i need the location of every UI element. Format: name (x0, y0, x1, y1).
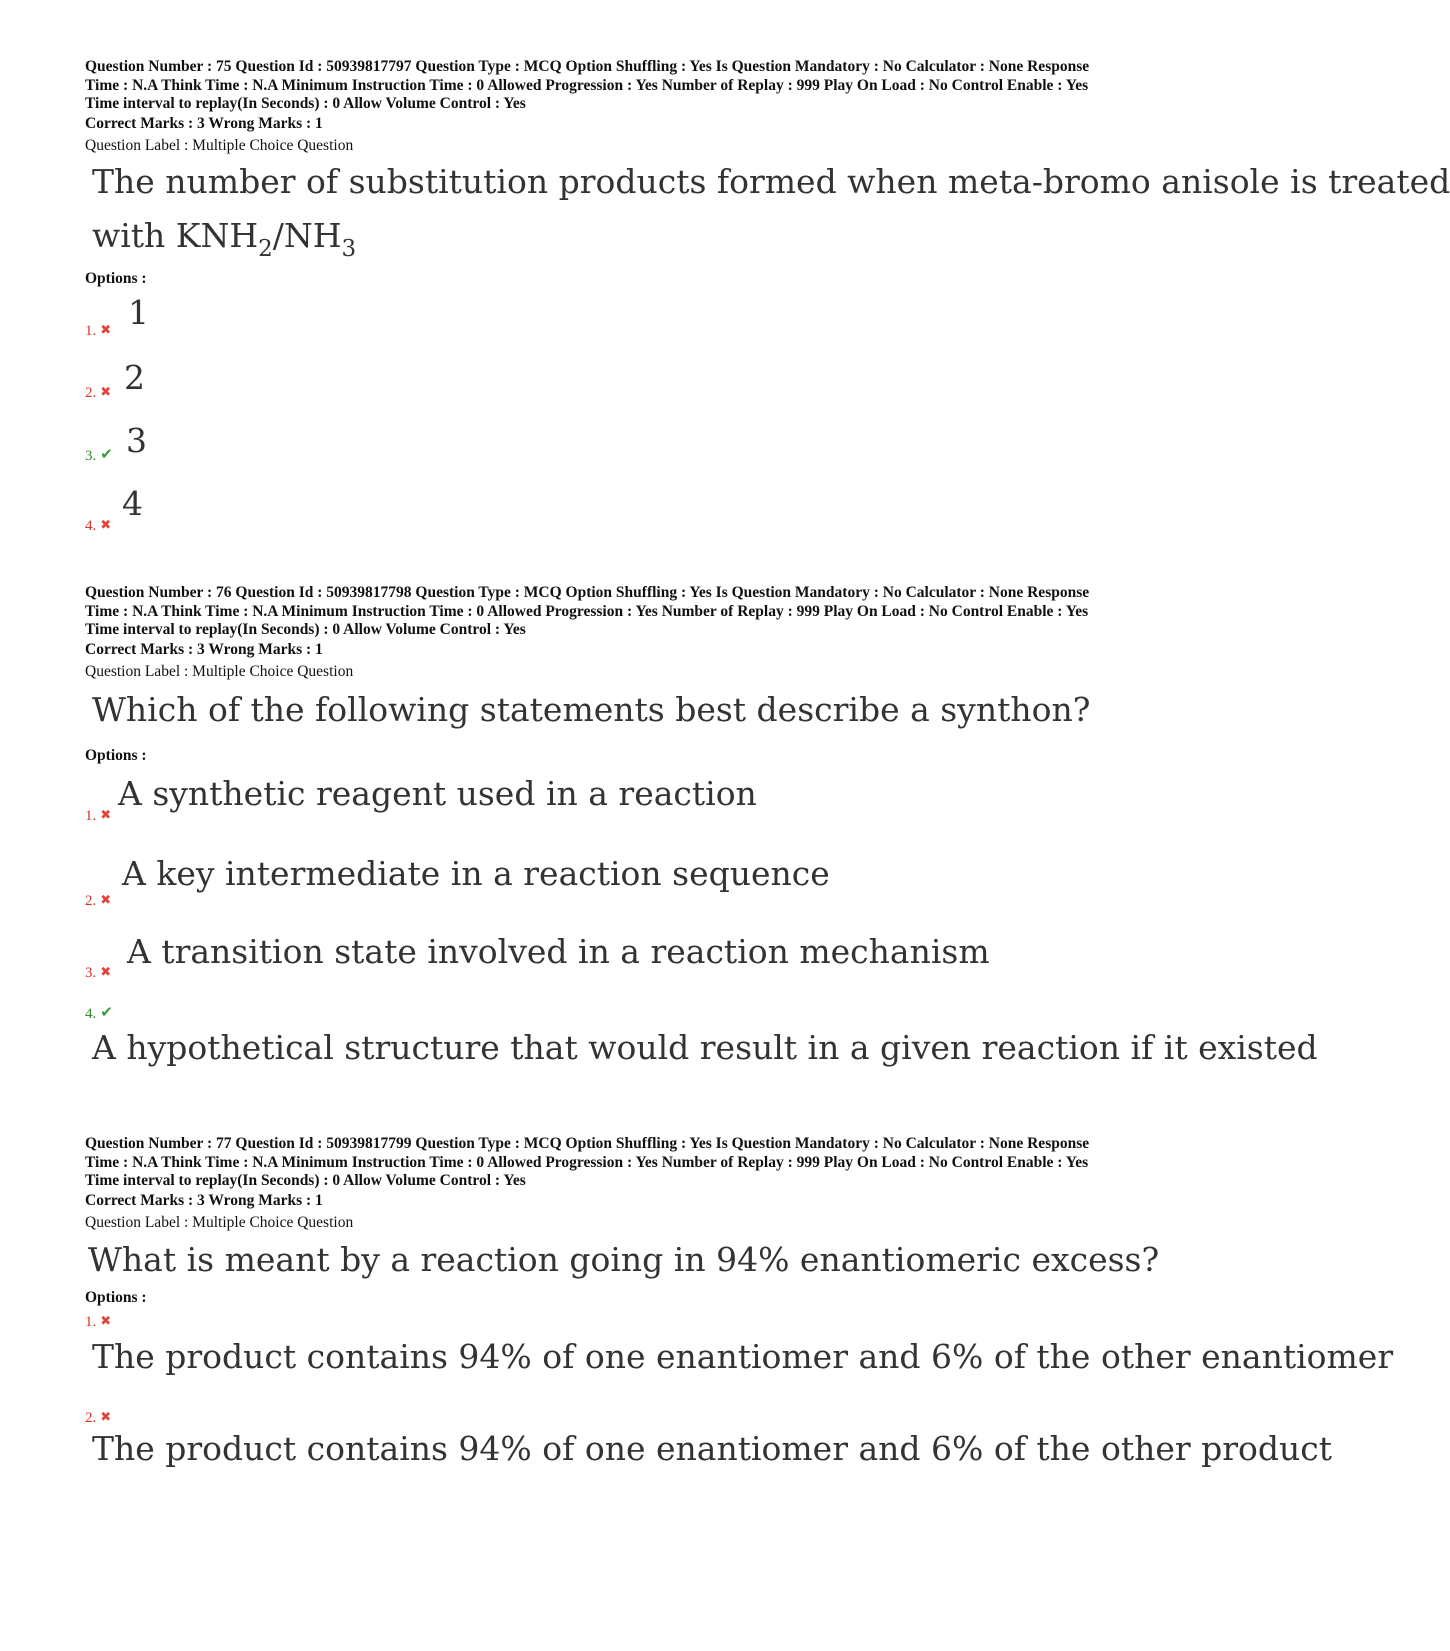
meta-line: Time : N.A Think Time : N.A Minimum Instruction Time : 0 Allowed Progression : Yes Number of Replay : 999 Play On Load : No Control Enable : Yes (85, 1153, 1089, 1171)
stem-subscript: 3 (341, 236, 357, 262)
option-marker (85, 516, 111, 535)
option-marker (85, 891, 111, 910)
option-marker (85, 1004, 113, 1023)
stem-text: with KNH (92, 216, 259, 255)
meta-line: Time : N.A Think Time : N.A Minimum Instruction Time : 0 Allowed Progression : Yes Number of Replay : 999 Play On Load : No Control Enable : Yes (85, 602, 1089, 620)
option-number: 2. (85, 1410, 97, 1426)
option-text: 3 (126, 421, 147, 460)
option-number: 4. (85, 518, 97, 534)
option-number: 4. (85, 1006, 97, 1022)
cross-icon: ✖ (100, 1313, 112, 1328)
option-number: 2. (85, 385, 97, 401)
cross-icon: ✖ (100, 892, 112, 907)
option-marker (85, 1312, 111, 1331)
options-title: Options : (85, 270, 147, 287)
cross-icon: ✖ (100, 807, 112, 822)
cross-icon: ✖ (100, 1409, 112, 1424)
option-text: A key intermediate in a reaction sequence (122, 854, 830, 893)
option-text: A hypothetical structure that would result in a given reaction if it existed (92, 1028, 1318, 1067)
cross-icon: ✖ (100, 964, 112, 979)
check-icon: ✔ (100, 1005, 113, 1021)
question-stem: What is meant by a reaction going in 94% enantiomeric excess? (88, 1240, 1160, 1279)
option-marker (85, 1408, 111, 1427)
option-marker (85, 963, 111, 982)
question-meta (85, 58, 1195, 114)
meta-line: Time interval to replay(In Seconds) : 0 Allow Volume Control : Yes (85, 1172, 526, 1189)
option-marker (85, 383, 111, 402)
option-marker (85, 321, 111, 340)
option-text: 4 (122, 484, 143, 523)
meta-line: Question Number : 75 Question Id : 50939817797 Question Type : MCQ Option Shuffling : Yes Is Question Mandatory : No Calculator : None Response (85, 58, 1090, 75)
option-marker (85, 806, 111, 825)
question-label: Question Label : Multiple Choice Question (85, 663, 354, 680)
stem-text: /NH (272, 216, 342, 255)
option-text: A synthetic reagent used in a reaction (118, 774, 757, 813)
stem-subscript: 2 (258, 236, 273, 262)
option-text: 2 (124, 358, 145, 397)
question-marks: Correct Marks : 3 Wrong Marks : 1 (85, 641, 323, 658)
option-number: 3. (85, 448, 97, 464)
option-number: 1. (85, 808, 97, 824)
question-label: Question Label : Multiple Choice Question (85, 137, 354, 154)
meta-line: Time interval to replay(In Seconds) : 0 Allow Volume Control : Yes (85, 95, 526, 112)
option-marker (85, 446, 113, 465)
option-number: 1. (85, 1314, 97, 1330)
meta-line: Time : N.A Think Time : N.A Minimum Instruction Time : 0 Allowed Progression : Yes Number of Replay : 999 Play On Load : No Control Enable : Yes (85, 76, 1089, 94)
check-icon: ✔ (100, 447, 113, 463)
question-stem-line: The number of substitution products formed when meta-bromo anisole is treated (92, 162, 1450, 201)
question-marks: Correct Marks : 3 Wrong Marks : 1 (85, 115, 323, 132)
cross-icon: ✖ (100, 517, 112, 532)
cross-icon: ✖ (100, 384, 112, 399)
option-text: A transition state involved in a reaction mechanism (127, 932, 990, 971)
question-label: Question Label : Multiple Choice Question (85, 1214, 354, 1231)
question-marks: Correct Marks : 3 Wrong Marks : 1 (85, 1192, 323, 1209)
question-meta (85, 1135, 1195, 1191)
question-meta (85, 584, 1195, 640)
meta-line: Question Number : 77 Question Id : 50939817799 Question Type : MCQ Option Shuffling : Yes Is Question Mandatory : No Calculator : None Response (85, 1135, 1090, 1152)
options-title: Options : (85, 747, 147, 764)
option-number: 1. (85, 323, 97, 339)
question-stem: Which of the following statements best describe a synthon? (92, 690, 1091, 729)
cross-icon: ✖ (100, 322, 112, 337)
option-text: The product contains 94% of one enantiomer and 6% of the other enantiomer (92, 1337, 1394, 1376)
option-text: 1 (128, 293, 149, 332)
option-text: The product contains 94% of one enantiomer and 6% of the other product (92, 1429, 1333, 1468)
option-number: 2. (85, 893, 97, 909)
meta-line: Time interval to replay(In Seconds) : 0 Allow Volume Control : Yes (85, 621, 526, 638)
meta-line: Question Number : 76 Question Id : 50939817798 Question Type : MCQ Option Shuffling : Yes Is Question Mandatory : No Calculator : None Response (85, 584, 1090, 601)
option-number: 3. (85, 965, 97, 981)
question-stem-line (92, 216, 1214, 262)
options-title: Options : (85, 1289, 147, 1306)
